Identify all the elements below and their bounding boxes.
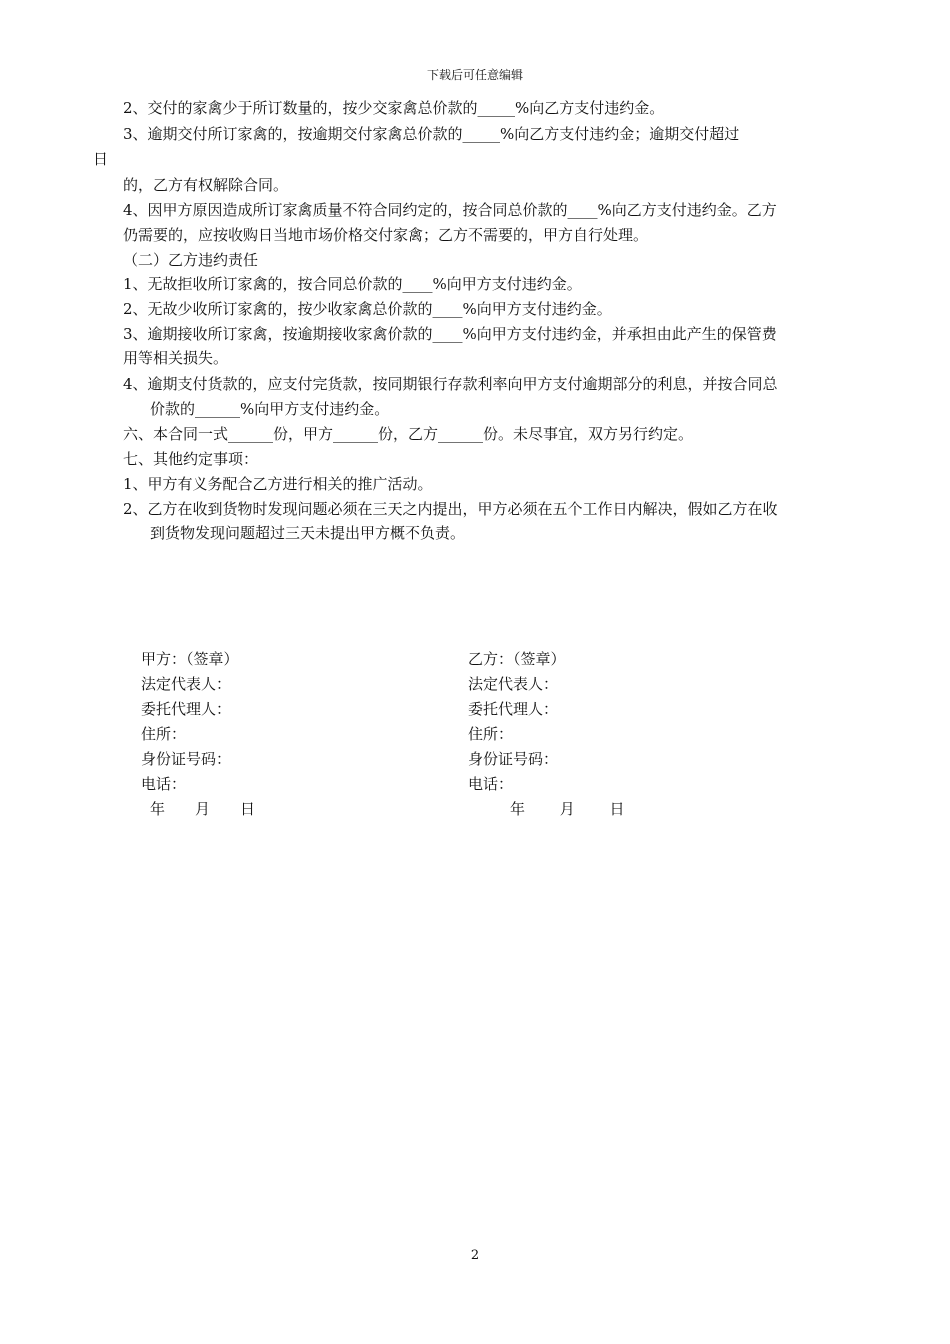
clause-line: 1、甲方有义务配合乙方进行相关的推广活动。 [123,475,433,493]
clause-line: 价款的______%向甲方支付违约金。 [150,400,390,418]
page-number: 2 [470,1248,480,1263]
clause-line: 的，乙方有权解除合同。 [123,176,289,194]
party-a-legal-rep: 法定代表人： [141,675,232,693]
party-b-agent: 委托代理人： [468,700,559,718]
clause-line: 2、乙方在收到货物时发现问题必须在三天之内提出，甲方必须在五个工作日内解决，假如乙方在收 [123,500,778,518]
party-a-id-number: 身份证号码： [141,750,232,768]
party-b-address: 住所： [468,725,514,743]
party-a-date: 年 月 日 [150,800,256,818]
clause-line: 3、逾期交付所订家禽的，按逾期交付家禽总价款的_____%向乙方支付违约金；逾期交付超过 [123,125,740,143]
clause-line: 仍需要的，应按收购日当地市场价格交付家禽；乙方不需要的，甲方自行处理。 [123,226,649,244]
party-a-phone: 电话： [141,775,187,793]
clause-line: 4、因甲方原因造成所订家禽质量不符合同约定的，按合同总价款的____%向乙方支付违约金。乙方 [123,201,777,219]
page-header: 下载后可任意编辑 [426,68,523,82]
clause-line: 2、交付的家禽少于所订数量的，按少交家禽总价款的_____%向乙方支付违约金。 [123,99,665,117]
clause-line: 2、无故少收所订家禽的，按少收家禽总价款的____%向甲方支付违约金。 [123,300,612,318]
party-b-title: 乙方：（签章） [468,650,566,668]
clause-line: 1、无故拒收所订家禽的，按合同总价款的____%向甲方支付违约金。 [123,275,582,293]
party-b-id-number: 身份证号码： [468,750,559,768]
party-b-date: 年 月 日 [510,800,625,818]
party-b-legal-rep: 法定代表人： [468,675,559,693]
party-a-title: 甲方：（签章） [141,650,239,668]
clause-line: 六、本合同一式______份，甲方______份，乙方______份。未尽事宜，双方另行约定。 [123,425,694,443]
section-heading: （二）乙方违约责任 [123,251,259,269]
section-heading: 七、其他约定事项： [123,450,259,468]
clause-line: 到货物发现问题超过三天未提出甲方概不负责。 [150,524,466,542]
clause-line: 日 [93,150,109,168]
clause-line: 3、逾期接收所订家禽，按逾期接收家禽价款的____%向甲方支付违约金，并承担由此产生的保管费 [123,325,777,343]
party-a-address: 住所： [141,725,187,743]
party-b-phone: 电话： [468,775,514,793]
party-a-agent: 委托代理人： [141,700,232,718]
clause-line: 4、逾期支付货款的，应支付完货款，按同期银行存款利率向甲方支付逾期部分的利息，并按合同总 [123,375,778,393]
clause-line: 用等相关损失。 [123,349,229,367]
